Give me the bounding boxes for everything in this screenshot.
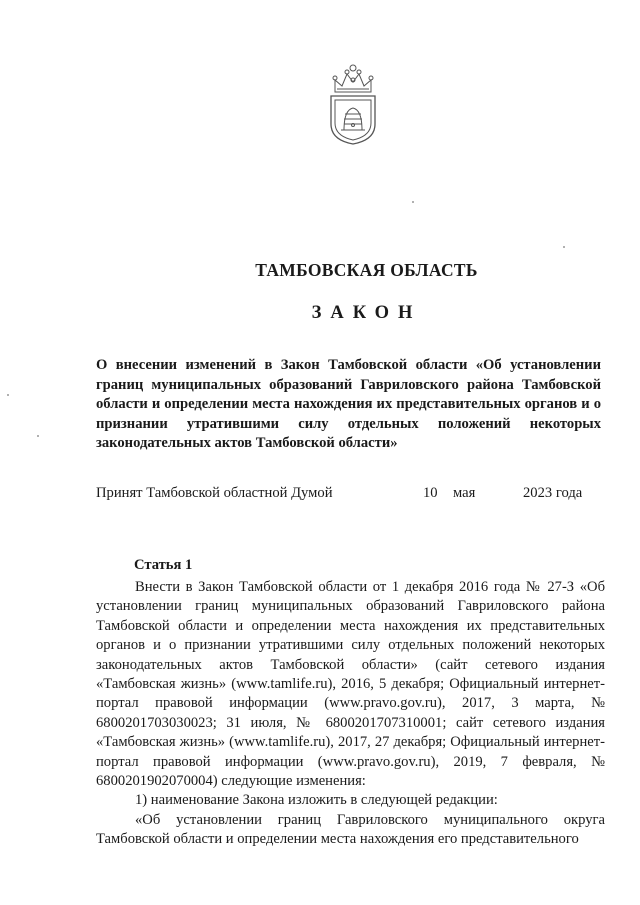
- scan-speck: [412, 201, 414, 203]
- article-paragraph: 1) наименование Закона изложить в следующей редакции:: [135, 792, 498, 809]
- law-subject-title: О внесении изменений в Закон Тамбовской области «Об установлении границ муниципальных образований Гавриловского района Тамбовской области и определении места нахождения их представительных органов и о признании утратившими силу отдельных положений некоторых законодательных актов Тамбовской области»: [96, 357, 601, 452]
- article-paragraph: «Об установлении границ Гавриловского муниципального округа Тамбовской области и определении места нахождения его представительного: [96, 811, 605, 848]
- scan-speck: [7, 394, 9, 396]
- article-body: [96, 578, 605, 850]
- article-paragraph: Внести в Закон Тамбовской области от 1 декабря 2016 года № 27-З «Об установлении границ муниципальных образований Гавриловского района Тамбовской области и определении места нахождения их представительных органов и о признании утратившими силу отдельных положений некоторых законодательных актов Тамбовской области» (сайт сетевого издания «Тамбовская жизнь» (www.tamlife.ru), 2016, 5 декабря; Официальный интернет-портал правовой информации (www.pravo.gov.ru), 2017, 3 марта, № 6800201703030023; 31 июля, № 6800201707310001; сайт сетевого издания «Тамбовская жизнь» (www.tamlife.ru), 2017, 27 декабря; Официальный интернет-портал правовой информации (www.pravo.gov.ru), 2019, 7 февраля, № 6800201902070004) следующие изменения:: [96, 579, 605, 790]
- scan-speck: [37, 435, 39, 437]
- region-title: ТАМБОВСКАЯ ОБЛАСТЬ: [255, 260, 478, 280]
- document-type-heading: ЗАКОН: [311, 303, 422, 323]
- article-heading: Статья 1: [134, 557, 193, 573]
- adopted-by-label: Принят Тамбовской областной Думой: [96, 485, 333, 501]
- coat-of-arms-emblem: [326, 62, 380, 146]
- scan-speck: [563, 246, 565, 248]
- adopted-day: 10: [423, 485, 438, 501]
- adopted-year: 2023 года: [523, 485, 583, 501]
- adopted-month: мая: [453, 485, 476, 501]
